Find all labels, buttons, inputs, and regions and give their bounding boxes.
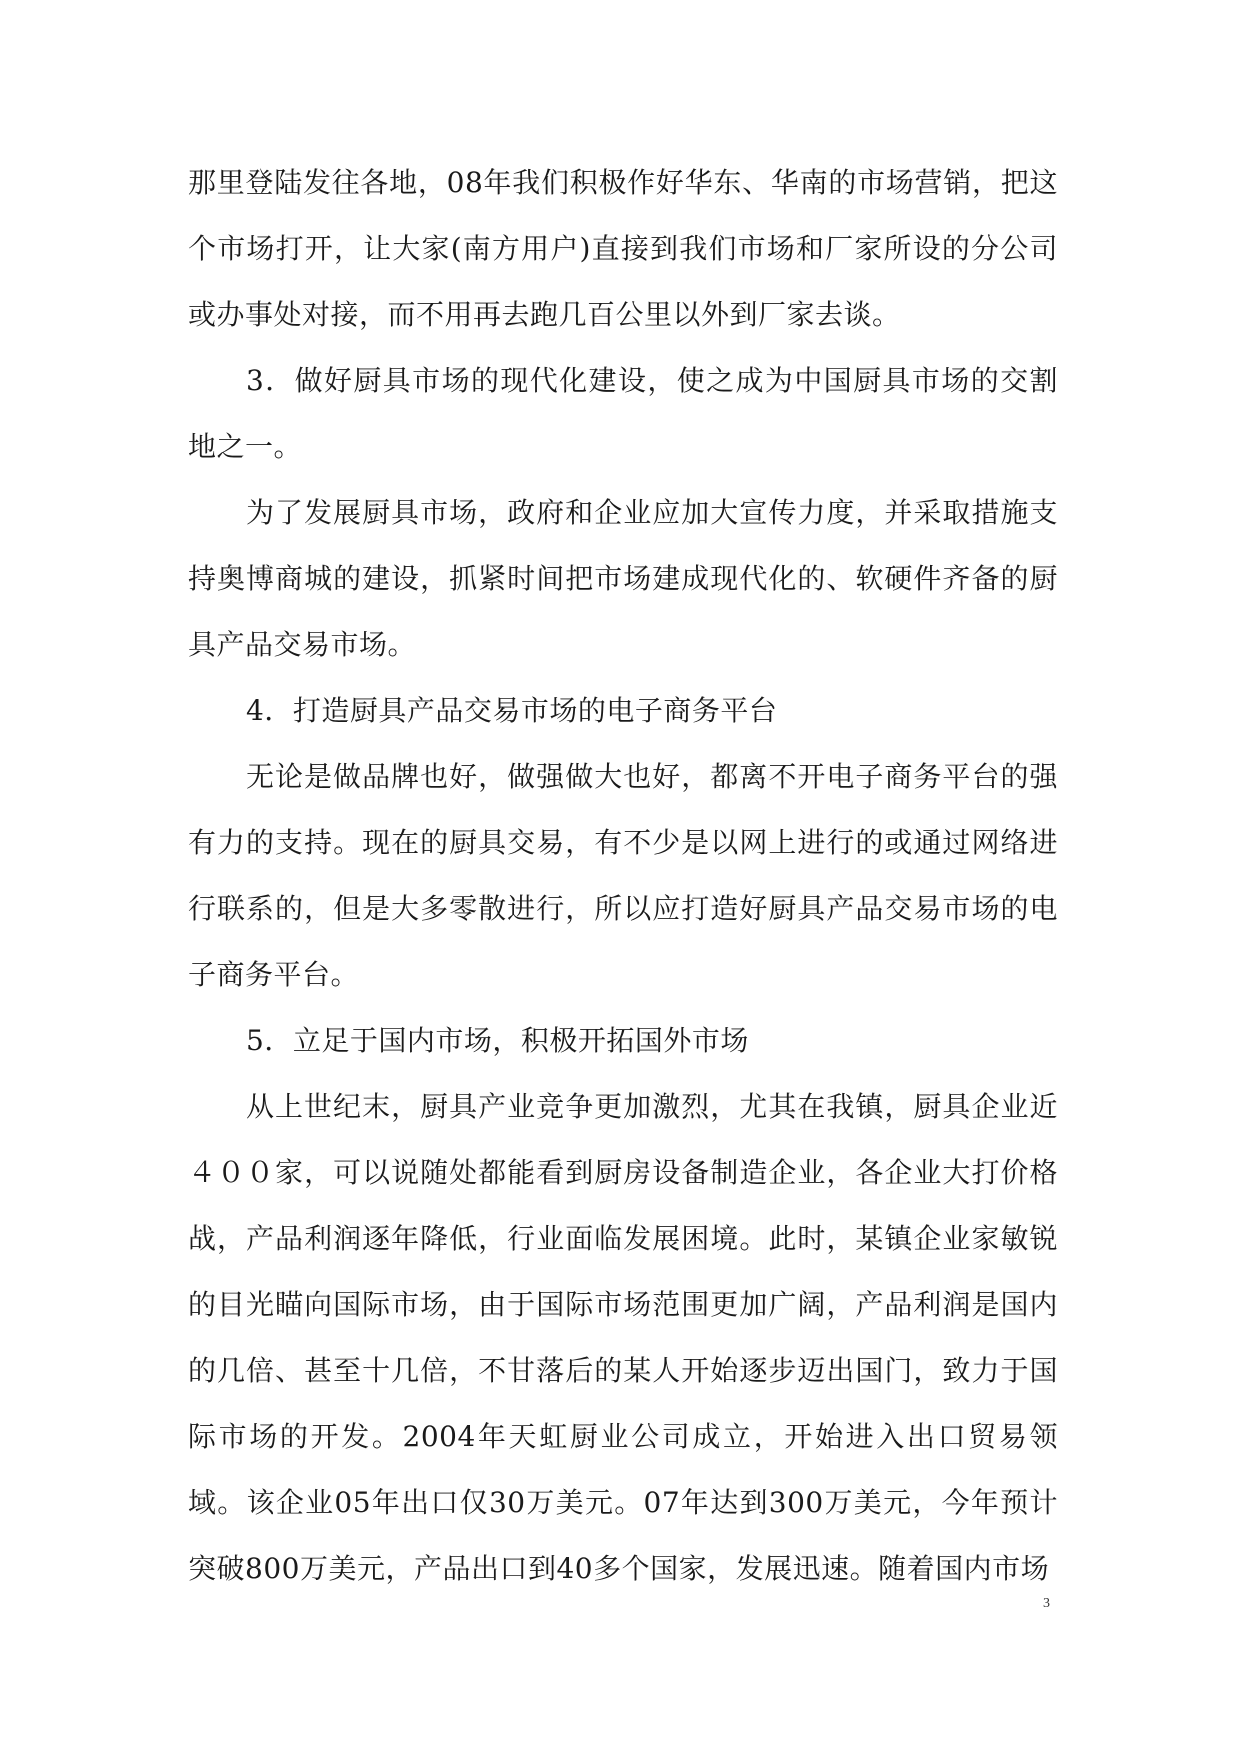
paragraph-ecommerce: 无论是做品牌也好，做强做大也好，都离不开电子商务平台的强有力的支持。现在的厨具交易，有不少是以网上进行的或通过网络进行联系的，但是大多零散进行，所以应打造好厨具产品交易市场的电子商务平台。	[188, 760, 1058, 991]
paragraph-item-4: 4．打造厨具产品交易市场的电子商务平台	[246, 694, 778, 727]
page-number: 3	[1043, 1596, 1050, 1611]
paragraph-market-construction: 为了发展厨具市场，政府和企业应加大宣传力度，并采取措施支持奥博商城的建设，抓紧时间把市场建成现代化的、软硬件齐备的厨具产品交易市场。	[188, 496, 1058, 661]
paragraph-continuation: 那里登陆发往各地，08年我们积极作好华东、华南的市场营销，把这个市场打开，让大家(南方用户)直接到我们市场和厂家所设的分公司或办事处对接，而不用再去跑几百公里以外到厂家去谈。	[188, 166, 1058, 331]
paragraph-item-3: 3．做好厨具市场的现代化建设，使之成为中国厨具市场的交割地之一。	[188, 364, 1058, 463]
paragraph-item-5: 5．立足于国内市场，积极开拓国外市场	[246, 1024, 749, 1057]
document-body	[188, 150, 1058, 1602]
paragraph-international-market: 从上世纪末，厨具产业竞争更加激烈，尤其在我镇，厨具企业近４００家，可以说随处都能看到厨房设备制造企业，各企业大打价格战，产品利润逐年降低，行业面临发展困境。此时，某镇企业家敏锐的目光瞄向国际市场，由于国际市场范围更加广阔，产品利润是国内的几倍、甚至十几倍，不甘落后的某人开始逐步迈出国门，致力于国际市场的开发。2004年天虹厨业公司成立，开始进入出口贸易领域。该企业05年出口仅30万美元。07年达到300万美元，今年预计突破800万美元，产品出口到40多个国家，发展迅速。随着国内市场	[188, 1090, 1058, 1585]
